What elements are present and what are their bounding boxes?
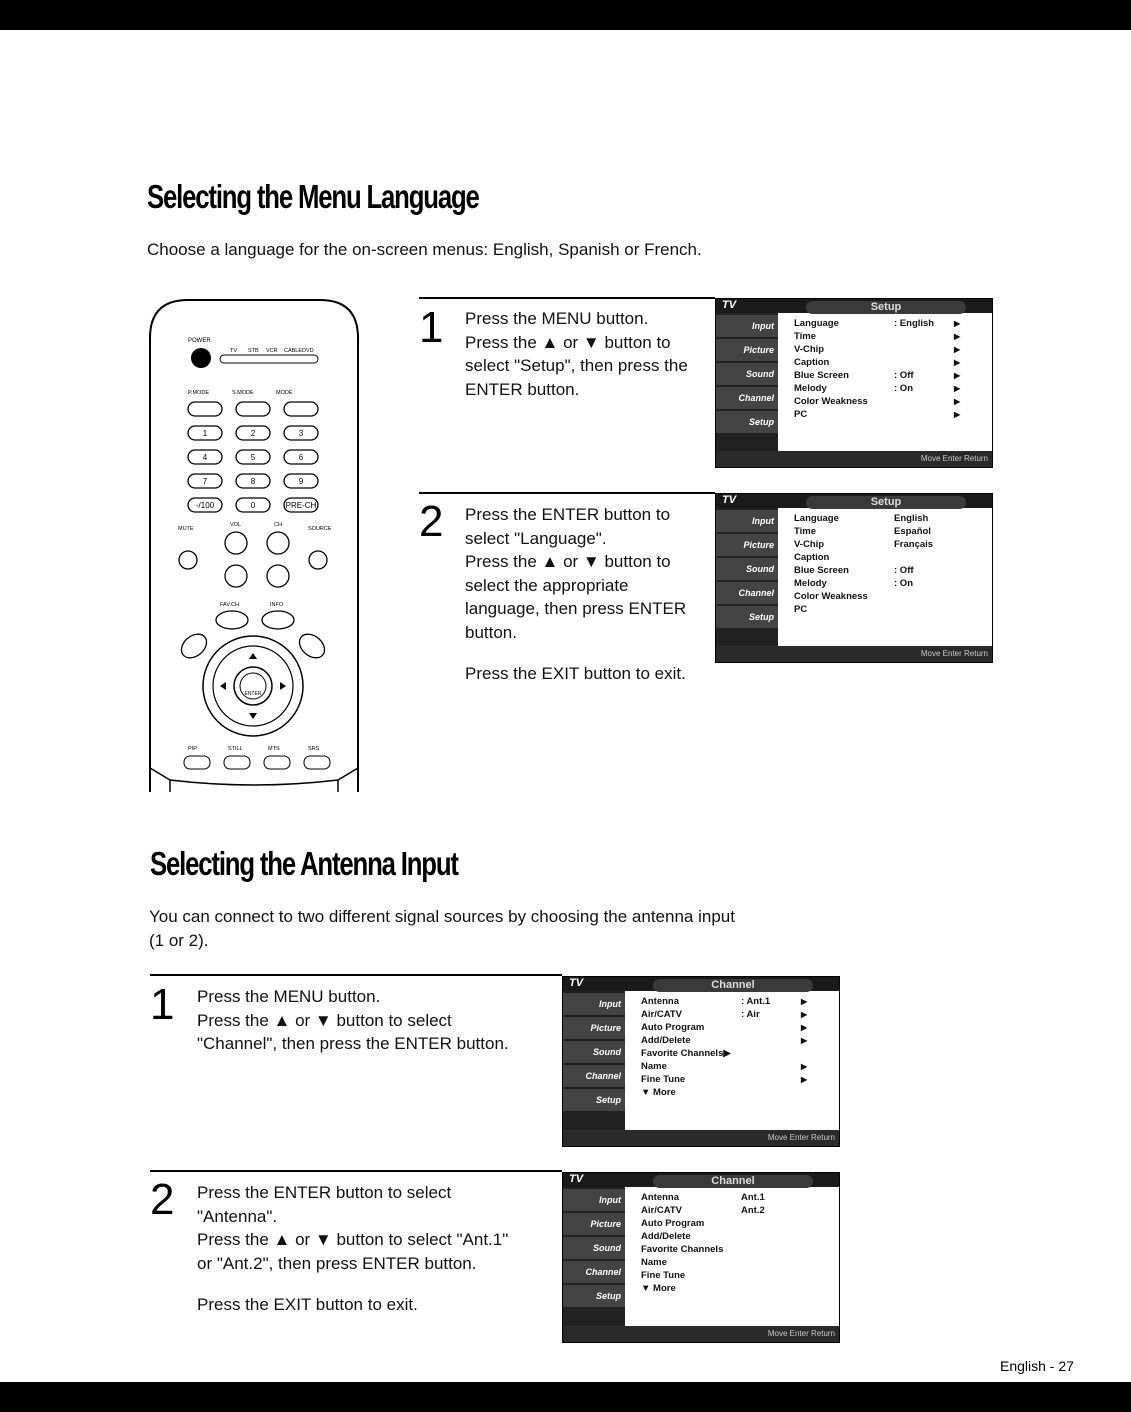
menu-row (641, 995, 811, 1008)
menu-tab-input: Input (563, 993, 625, 1015)
menu-row-value (894, 343, 954, 356)
remote-mid-label: SOURCE (308, 526, 332, 532)
remote-row-label: S.MODE (232, 390, 254, 396)
menu-row-arrow (801, 1204, 811, 1217)
menu-row (641, 1021, 811, 1034)
menu-row-key: Blue Screen (794, 565, 849, 576)
menu-tab-sound: Sound (716, 363, 778, 385)
menu-row-value: English (894, 513, 929, 524)
step2-rule (419, 492, 715, 494)
menu-row (794, 538, 964, 551)
menu-title: Channel (653, 1175, 813, 1188)
menu-row-arrow (954, 551, 964, 564)
menu-tab-picture: Picture (716, 534, 778, 556)
remote-mode-label: VCR (266, 348, 278, 354)
menu-row (641, 1269, 811, 1282)
remote-digit-label: 7 (202, 477, 208, 486)
step1-rule (419, 297, 715, 299)
menu-row (641, 1008, 811, 1021)
s2-exit-note: Press the EXIT button to exit. (197, 1295, 418, 1314)
menu-row-arrow: ▶ (954, 410, 961, 419)
menu-list (641, 1191, 811, 1295)
menu-row-key: Color Weakness (794, 396, 868, 407)
remote-power-label: POWER (188, 338, 211, 344)
menu-tab-input: Input (563, 1189, 625, 1211)
menu-row-key: Caption (794, 357, 830, 368)
menu-tab-channel: Channel (563, 1261, 625, 1283)
remote-bottom-key (264, 756, 290, 769)
menu-row-value: : Ant.1 (741, 996, 771, 1007)
menu-bottom-bar: Move Enter Return (716, 646, 992, 662)
remote-mid-label: CH (274, 522, 282, 528)
menu-row-value (741, 1086, 801, 1099)
s1-step2-number: 2 (419, 497, 444, 546)
menu-tab-setup: Setup (716, 411, 778, 433)
menu-row (794, 395, 964, 408)
menu-row-arrow: ▶ (954, 332, 961, 341)
s2-step1-number: 1 (150, 980, 175, 1029)
menu-tab-channel: Channel (716, 582, 778, 604)
remote-bottom-label: PIP (188, 746, 197, 752)
menu-tab-channel: Channel (716, 387, 778, 409)
menu-row (794, 382, 964, 395)
remote-digit-label: 4 (202, 453, 208, 462)
s2-step1-line: "Channel", then press the ENTER button. (197, 1034, 509, 1053)
menu-row-value (741, 1021, 801, 1034)
s1-step2-line: Press the ▲ or ▼ button to (465, 552, 671, 571)
remote-digit-label: 1 (202, 429, 208, 438)
remote-control-drawing (148, 298, 360, 792)
menu-row-value (894, 551, 954, 564)
s1-exit-note: Press the EXIT button to exit. (465, 664, 686, 683)
menu-row-value (741, 1034, 801, 1047)
menu-row-arrow (954, 512, 964, 525)
remote-digit-label: -/100 (195, 501, 215, 510)
menu-title: Setup (806, 496, 966, 509)
remote-key (188, 402, 222, 416)
menu-row-arrow (954, 538, 964, 551)
menu-row-key: Favorite Channels (641, 1244, 724, 1255)
menu-title: Channel (653, 979, 813, 992)
menu-row-arrow: ▶ (801, 1062, 808, 1071)
remote-mid-label: VOL (230, 522, 242, 528)
menu-row (641, 1060, 811, 1073)
menu-tab-setup: Setup (563, 1285, 625, 1307)
menu-tab-sound: Sound (716, 558, 778, 580)
menu-row (641, 1073, 811, 1086)
menu-row-key: Name (641, 1061, 667, 1072)
s1-step2-line: select the appropriate (465, 575, 629, 595)
menu-row-key: Add/Delete (641, 1231, 691, 1242)
menu-list (794, 317, 964, 421)
menu-row (641, 1086, 811, 1099)
s1-step1-number: 1 (419, 303, 444, 352)
menu-row (641, 1034, 811, 1047)
menu-row-key: ▼ More (641, 1087, 676, 1098)
menu-row (641, 1256, 811, 1269)
menu-row-key: Air/CATV (641, 1205, 682, 1216)
s1-step2-line: language, then press ENTER (465, 599, 687, 618)
menu-tab-picture: Picture (563, 1017, 625, 1039)
menu-row-value (894, 330, 954, 343)
menu-row (794, 564, 964, 577)
menu-tv-label: TV (569, 1173, 584, 1185)
menu-row-value (741, 1256, 801, 1269)
remote-row-label: P.MODE (188, 390, 209, 396)
menu-row-arrow (801, 1269, 811, 1282)
menu-row-key: V-Chip (794, 344, 825, 355)
s2-channel-menu-screen (562, 976, 840, 1147)
menu-row-value (741, 1217, 801, 1230)
menu-row-key: Melody (794, 578, 827, 589)
menu-row-value: : On (894, 578, 913, 589)
s1-step2-line: select "Language". (465, 528, 607, 548)
menu-row (794, 577, 964, 590)
menu-row-key: Blue Screen (794, 370, 849, 381)
remote-key (236, 402, 270, 416)
menu-row-value: : Air (741, 1009, 760, 1020)
menu-row-arrow (801, 1230, 811, 1243)
menu-row-value (741, 1282, 801, 1295)
menu-row-value: : English (894, 318, 935, 329)
remote-row-label: MODE (276, 390, 293, 396)
remote-mid-label: MUTE (178, 526, 194, 532)
menu-row (794, 603, 964, 616)
menu-row-value (741, 1230, 801, 1243)
s1-step1-line: select "Setup", then press the (465, 356, 688, 375)
menu-tab-sound: Sound (563, 1237, 625, 1259)
menu-row-arrow: ▶ (954, 358, 961, 367)
remote-bottom-label: STILL (228, 746, 243, 752)
remote-digit-label: 0 (250, 501, 256, 510)
menu-row-arrow: ▶ (954, 397, 961, 406)
remote-mode-label: DVD (302, 348, 314, 354)
menu-row-arrow (954, 525, 964, 538)
s2-step2-number: 2 (150, 1175, 175, 1224)
menu-row-arrow (801, 1191, 811, 1204)
svg-text:ENTER: ENTER (244, 691, 262, 697)
menu-row (794, 330, 964, 343)
s2-step1-rule (150, 974, 562, 976)
menu-row-key: Language (794, 513, 839, 524)
s1-step1-line: Press the ▲ or ▼ button to (465, 332, 671, 352)
menu-row-key: Air/CATV (641, 1009, 682, 1020)
menu-row-arrow (954, 577, 964, 590)
menu-row (794, 408, 964, 421)
menu-row-arrow (801, 1086, 811, 1099)
remote-digit-label: 6 (298, 453, 304, 462)
section2-title: Selecting the Antenna Input (150, 845, 458, 882)
menu-row (641, 1047, 811, 1060)
menu-row-key: Add/Delete (641, 1035, 691, 1046)
menu-row (641, 1191, 811, 1204)
menu-row (794, 525, 964, 538)
menu-list (641, 995, 811, 1099)
menu-row-arrow (954, 590, 964, 603)
remote-control-illustration (148, 298, 360, 792)
menu-row-value: Ant.1 (741, 1192, 765, 1203)
menu-row-arrow: ▶ (801, 1036, 808, 1045)
menu-row-key: Antenna (641, 996, 679, 1007)
menu-row-value: Ant.2 (741, 1205, 765, 1216)
menu-row-key: Melody (794, 383, 827, 394)
menu-row-value: Français (894, 539, 934, 550)
menu-row (641, 1243, 811, 1256)
menu-row-key: Favorite Channels▶ (641, 1048, 731, 1059)
menu-row-value (894, 603, 954, 616)
remote-nav-label: FAV.CH (220, 602, 239, 608)
remote-key (284, 402, 318, 416)
s2-step2-line: Press the ENTER button to select (197, 1183, 452, 1202)
menu-row (794, 343, 964, 356)
menu-row (641, 1204, 811, 1217)
menu-row-value: : On (894, 383, 913, 394)
menu-bottom-bar: Move Enter Return (563, 1130, 839, 1146)
remote-bottom-label: MTS (268, 746, 280, 752)
menu-row (794, 356, 964, 369)
section2-intro (149, 905, 735, 953)
menu-tab-picture: Picture (716, 339, 778, 361)
s1-step2-line: Press the ENTER button to (465, 505, 671, 524)
remote-digit-label: 2 (250, 429, 256, 438)
bottom-black-bar (0, 1382, 1131, 1412)
s2-intro-line: You can connect to two different signal sources by choosing the antenna input (149, 907, 735, 926)
menu-row-arrow (954, 564, 964, 577)
menu-row-key: Time (794, 526, 817, 537)
menu-row-key: PC (794, 604, 808, 615)
s1-step2-line: button. (465, 622, 517, 642)
menu-row-value (741, 1047, 801, 1060)
remote-mode-label: TV (230, 348, 238, 354)
menu-row-key: Time (794, 331, 817, 342)
menu-row-key: Auto Program (641, 1218, 705, 1229)
menu-row-key: Color Weakness (794, 591, 868, 602)
remote-digit-label: 3 (298, 429, 304, 438)
menu-row-arrow (801, 1243, 811, 1256)
menu-row-key: Fine Tune (641, 1270, 686, 1281)
remote-nav-label: INFO (270, 602, 284, 608)
s2-step2-line: or "Ant.2", then press ENTER button. (197, 1253, 477, 1273)
menu-row-key: Antenna (641, 1192, 679, 1203)
menu-row-value (741, 1243, 801, 1256)
remote-mode-label: CABLE (284, 348, 303, 354)
menu-tab-picture: Picture (563, 1213, 625, 1235)
menu-sidebar (563, 991, 625, 1130)
menu-row (794, 317, 964, 330)
menu-row-value (894, 395, 954, 408)
s2-step1-text (197, 985, 509, 1056)
menu-row-arrow: ▶ (954, 371, 961, 380)
remote-mode-label: STB (248, 348, 259, 354)
menu-row-value (894, 590, 954, 603)
menu-list (794, 512, 964, 616)
menu-row-value (894, 408, 954, 421)
s2-step2-rule (150, 1170, 562, 1172)
menu-row (641, 1282, 811, 1295)
s1-language-menu-screen (715, 493, 993, 663)
remote-bottom-key (224, 756, 250, 769)
menu-row (641, 1230, 811, 1243)
s2-step2-text (197, 1181, 508, 1317)
menu-row (794, 590, 964, 603)
menu-row-arrow (801, 1256, 811, 1269)
menu-row-value: : Off (894, 565, 914, 576)
s1-setup-menu-screen (715, 298, 993, 468)
menu-row-arrow: ▶ (954, 345, 961, 354)
s2-intro-line: (1 or 2). (149, 931, 209, 950)
menu-tab-input: Input (716, 510, 778, 532)
menu-row-key: Caption (794, 552, 830, 563)
remote-bottom-key (184, 756, 210, 769)
remote-power-button (191, 348, 211, 368)
menu-row-value: Español (894, 526, 931, 537)
menu-row-key: Name (641, 1257, 667, 1268)
menu-row-arrow: ▶ (801, 997, 808, 1006)
remote-bottom-label: SRS (308, 746, 320, 752)
menu-row-arrow (801, 1217, 811, 1230)
menu-sidebar (563, 1187, 625, 1326)
section1-title: Selecting the Menu Language (147, 178, 479, 215)
menu-tab-channel: Channel (563, 1065, 625, 1087)
menu-row-arrow: ▶ (954, 384, 961, 393)
menu-row-value (894, 356, 954, 369)
menu-row (794, 512, 964, 525)
remote-digit-label: PRE-CH (285, 501, 317, 510)
menu-row-key: ▼ More (641, 1283, 676, 1294)
menu-row-key: Language (794, 318, 839, 329)
menu-title: Setup (806, 301, 966, 314)
menu-tab-setup: Setup (563, 1089, 625, 1111)
s2-step1-line: Press the MENU button. (197, 987, 381, 1006)
s2-step2-line: Press the ▲ or ▼ button to select "Ant.1" (197, 1230, 509, 1249)
menu-row-value (741, 1073, 801, 1086)
menu-row (794, 369, 964, 382)
menu-row-key: PC (794, 409, 808, 420)
menu-row-arrow: ▶ (801, 1075, 808, 1084)
menu-row-arrow: ▶ (801, 1023, 808, 1032)
remote-digit-label: 8 (250, 477, 256, 486)
s2-step1-line: Press the ▲ or ▼ button to select (197, 1010, 452, 1030)
s1-step1-line: Press the MENU button. (465, 309, 649, 328)
menu-tv-label: TV (722, 494, 737, 506)
menu-row-value: : Off (894, 370, 914, 381)
menu-tab-sound: Sound (563, 1041, 625, 1063)
menu-tab-input: Input (716, 315, 778, 337)
menu-tv-label: TV (722, 299, 737, 311)
menu-row-value (741, 1060, 801, 1073)
menu-row-arrow (801, 1047, 811, 1060)
menu-sidebar (716, 508, 778, 646)
menu-row-arrow (954, 603, 964, 616)
section1-intro: Choose a language for the on-screen menus: English, Spanish or French. (147, 240, 702, 259)
menu-row-value (741, 1269, 801, 1282)
remote-bottom-key (304, 756, 330, 769)
menu-row (794, 551, 964, 564)
menu-row-arrow (801, 1282, 811, 1295)
remote-digit-label: 9 (298, 477, 304, 486)
menu-row-arrow: ▶ (954, 319, 961, 328)
menu-sidebar (716, 313, 778, 451)
menu-row-arrow: ▶ (801, 1010, 808, 1019)
page-footer: English - 27 (1000, 1358, 1074, 1374)
menu-row-key: Fine Tune (641, 1074, 686, 1085)
s1-step2-text (465, 503, 686, 686)
s2-antenna-menu-screen (562, 1172, 840, 1343)
menu-tv-label: TV (569, 977, 584, 989)
menu-tab-setup: Setup (716, 606, 778, 628)
menu-row (641, 1217, 811, 1230)
menu-bottom-bar: Move Enter Return (563, 1326, 839, 1342)
menu-row-key: Auto Program (641, 1022, 705, 1033)
s1-step1-text (465, 307, 688, 401)
menu-bottom-bar: Move Enter Return (716, 451, 992, 467)
menu-row-key: V-Chip (794, 539, 825, 550)
remote-digit-label: 5 (250, 453, 256, 462)
top-black-bar (0, 0, 1131, 30)
s2-step2-line: "Antenna". (197, 1206, 278, 1226)
s1-step1-line: ENTER button. (465, 379, 580, 399)
